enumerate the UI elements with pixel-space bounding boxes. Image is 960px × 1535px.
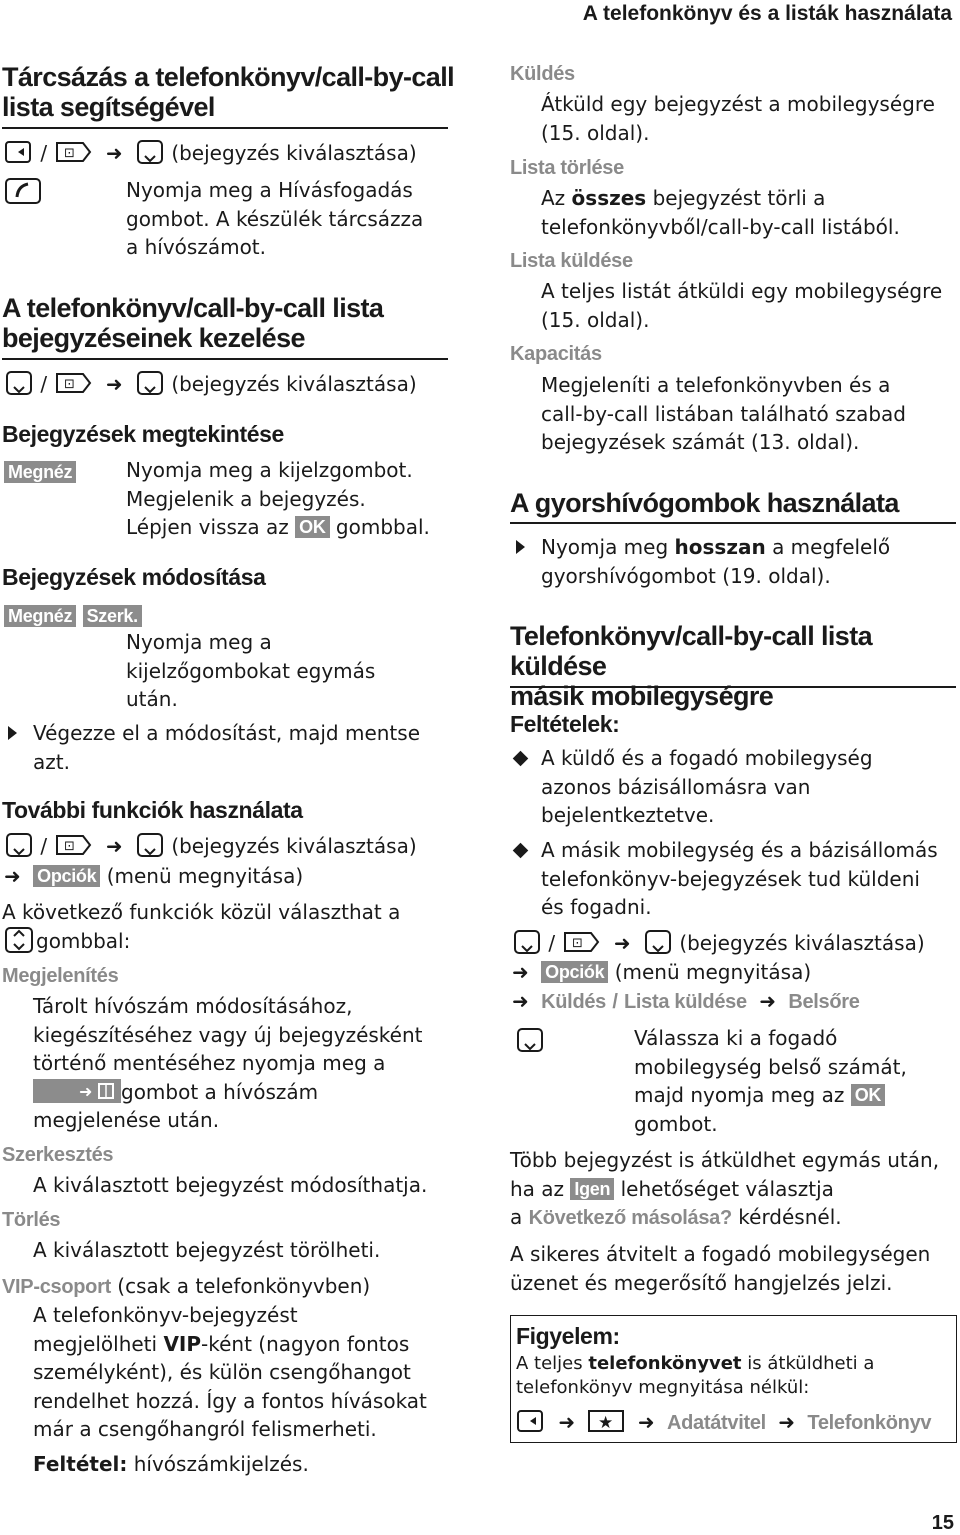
arrow-icon: ➜ <box>105 834 123 858</box>
select-entry-row: / ⊡ ➜ (bejegyzés kiválasztása) <box>4 370 417 399</box>
option-delete: Törlés <box>2 1209 61 1231</box>
option-edit-description: A kiválasztott bejegyzést módosíthatja. <box>33 1173 428 1197</box>
option-display: Megjelenítés <box>2 965 119 987</box>
menu-item-phonebook[interactable]: Telefonkönyv <box>807 1412 932 1434</box>
softkey-options[interactable]: Opciók <box>541 961 608 983</box>
prerequisite-2: A másik mobilegység és a bázisállomás telefonkönyv-bejegyzések tud küldeni és fogadni. <box>541 838 938 919</box>
bullet-triangle-icon <box>8 726 17 740</box>
options-row: ➜ Opciók (menü megnyitása) <box>4 862 303 891</box>
option-send-list: Lista küldése <box>510 250 633 272</box>
option-display-description: Tárolt hívószám módosításához, kiegészítéséhez vagy új bejegyzésként történő mentéséhez nyomja meg a ➜ gombot a hívószám megjelenése után. <box>33 994 423 1132</box>
copy-to-phonebook-key-icon <box>33 1079 121 1103</box>
arrow-icon: ➜ <box>637 1410 655 1434</box>
nav-down-icon <box>512 929 542 955</box>
softkey-edit[interactable]: Szerk. <box>83 605 142 627</box>
call-by-call-key-icon <box>53 139 93 165</box>
menu-item-internal[interactable]: Belsőre <box>788 991 860 1013</box>
svg-text:⊡: ⊡ <box>64 377 76 392</box>
star-key-icon <box>587 1408 625 1434</box>
option-send-list-description: A teljes listát átküldi egy mobilegységre (15. oldal). <box>541 279 943 332</box>
edit-bullet: Végezze el a módosítást, majd mentse azt. <box>33 721 421 774</box>
phonebook-key-icon <box>4 139 34 165</box>
options-row: ➜ Opciók (menü megnyitása) <box>512 958 811 987</box>
note-path <box>516 1408 931 1435</box>
call-by-call-key-icon <box>561 929 601 955</box>
note-box <box>510 1315 957 1443</box>
nav-updown-icon <box>2 927 36 953</box>
option-clear-list-description: Az összes bejegyzést törli a telefonkönyvből/call-by-call listából. <box>541 186 900 239</box>
prerequisites-heading: Feltételek: <box>510 711 620 737</box>
option-delete-description: A kiválasztott bejegyzést törölheti. <box>33 1238 381 1262</box>
menu-item-send[interactable]: Küldés <box>541 991 607 1013</box>
bullet-diamond-icon <box>513 751 529 767</box>
subheading-view: Bejegyzések megtekintése <box>2 421 284 447</box>
call-description: Nyomja meg a Hívásfogadás gombot. A készülék tárcsázza a hívószámot. <box>126 178 424 259</box>
menu-item-data-transfer[interactable]: Adatátvitel <box>666 1412 766 1434</box>
divider <box>2 358 448 360</box>
select-entry-row: / ⊡ ➜ (bejegyzés kiválasztása) <box>512 929 925 958</box>
section-title-dial: Tárcsázás a telefonkönyv/call-by-call lista segítségével <box>2 62 455 122</box>
option-vip-description: A telefonkönyv-bejegyzést megjelölheti VIP-ként (nagyon fontos személyként), és külön csengőhangot rendelhet hozzá. Így a fontos hívásokat már a csengőhangról felismerheti. Feltétel: hívószámkijelzés. <box>33 1303 427 1476</box>
divider <box>2 127 448 129</box>
select-entry-row: / ⊡ ➜ (bejegyzés kiválasztása) <box>4 832 417 861</box>
arrow-icon: ➜ <box>778 1410 796 1434</box>
divider <box>510 522 956 524</box>
softkey-options[interactable]: Opciók <box>33 865 100 887</box>
svg-text:★: ★ <box>598 1413 614 1433</box>
softkey-ok[interactable]: OK <box>295 516 329 538</box>
talk-key-icon <box>4 177 42 205</box>
arrow-icon: ➜ <box>613 931 631 955</box>
option-clear-list: Lista törlése <box>510 157 624 179</box>
svg-text:⊡: ⊡ <box>64 146 76 161</box>
multiple-entries-text: Több bejegyzést is átküldhet egymás után, ha az Igen lehetőséget választja a Következő másolása? kérdésnél. <box>510 1148 940 1229</box>
option-send: Küldés <box>510 63 575 85</box>
softkey-yes[interactable]: Igen <box>570 1178 614 1200</box>
edit-keys <box>4 604 142 628</box>
nav-down-icon <box>135 370 165 396</box>
choose-receiver-description: Válassza ki a fogadó mobilegység belső számát, majd nyomja meg az OK gombot. <box>634 1026 907 1136</box>
arrow-icon: ➜ <box>512 989 529 1013</box>
option-edit: Szerkesztés <box>2 1144 114 1166</box>
call-by-call-key-icon <box>53 370 93 396</box>
menu-path: ➜ Küldés / Lista küldése ➜ Belsőre <box>512 987 860 1017</box>
subheading-edit: Bejegyzések módosítása <box>2 564 266 590</box>
note-title: Figyelem: <box>516 1323 620 1349</box>
speed-dial-bullet: Nyomja meg hosszan a megfelelő gyorshívógombot (19. oldal). <box>541 535 891 588</box>
option-capacity-description: Megjeleníti a telefonkönyvben és a call-by-call listában található szabad bejegyzések számát (13. oldal). <box>541 373 906 454</box>
nav-down-icon <box>4 370 34 396</box>
svg-text:⊡: ⊡ <box>572 936 584 951</box>
select-entry-row: / ⊡ ➜ (bejegyzés kiválasztása) <box>4 139 417 168</box>
phonebook-key-icon <box>516 1408 546 1434</box>
arrow-icon: ➜ <box>759 989 776 1013</box>
nav-down-icon <box>135 139 165 165</box>
section-title-manage: A telefonkönyv/call-by-call lista bejegyzéseinek kezelése <box>2 293 384 353</box>
view-description: Nyomja meg a kijelzgombot. Megjelenik a bejegyzés. Lépjen vissza az OK gombbal. <box>126 458 430 539</box>
softkey-view[interactable]: Megnéz <box>4 605 76 627</box>
arrow-icon: ➜ <box>4 864 21 888</box>
softkey-view[interactable]: Megnéz <box>4 461 76 483</box>
bullet-diamond-icon <box>513 843 529 859</box>
page-number: 15 <box>931 1512 954 1534</box>
call-by-call-key-icon <box>53 832 93 858</box>
functions-intro: A következő funkciók közül választhat a gombbal: <box>2 900 401 953</box>
success-text: A sikeres átvitelt a fogadó mobilegységen üzenet és megerősítő hangjelzés jelzi. <box>510 1242 931 1295</box>
svg-text:➜: ➜ <box>79 1081 93 1101</box>
svg-text:⊡: ⊡ <box>64 839 76 854</box>
prerequisite-1: A küldő és a fogadó mobilegység azonos bázisállomásra van bejelentkeztetve. <box>541 746 873 827</box>
section-title-speed-dial: A gyorshívógombok használata <box>510 488 899 518</box>
option-send-description: Átküld egy bejegyzést a mobilegységre (15. oldal). <box>541 92 935 145</box>
note-text: A teljes telefonkönyvet is átküldheti a telefonkönyv megnyitása nélkül: <box>516 1353 875 1398</box>
bullet-triangle-icon <box>516 540 525 554</box>
nav-down-icon <box>135 832 165 858</box>
arrow-icon: ➜ <box>558 1410 576 1434</box>
nav-down-icon <box>515 1027 545 1053</box>
divider <box>510 686 956 688</box>
option-capacity: Kapacitás <box>510 343 602 365</box>
option-vip: VIP-csoport (csak a telefonkönyvben) <box>2 1274 371 1298</box>
nav-down-icon <box>643 929 673 955</box>
section-title-send-list: Telefonkönyv/call-by-call lista küldése másik mobilegységre <box>510 621 873 711</box>
arrow-icon: ➜ <box>512 960 529 984</box>
running-header: A telefonkönyv és a listák használata <box>582 2 952 25</box>
edit-description: Nyomja meg a kijelzőgombokat egymás után. <box>126 630 376 711</box>
softkey-ok[interactable]: OK <box>851 1084 885 1106</box>
menu-item-send-list[interactable]: Lista küldése <box>624 991 747 1013</box>
subheading-more: További funkciók használata <box>2 797 303 823</box>
arrow-icon: ➜ <box>105 372 123 396</box>
arrow-icon: ➜ <box>105 141 123 165</box>
nav-down-icon <box>4 832 34 858</box>
